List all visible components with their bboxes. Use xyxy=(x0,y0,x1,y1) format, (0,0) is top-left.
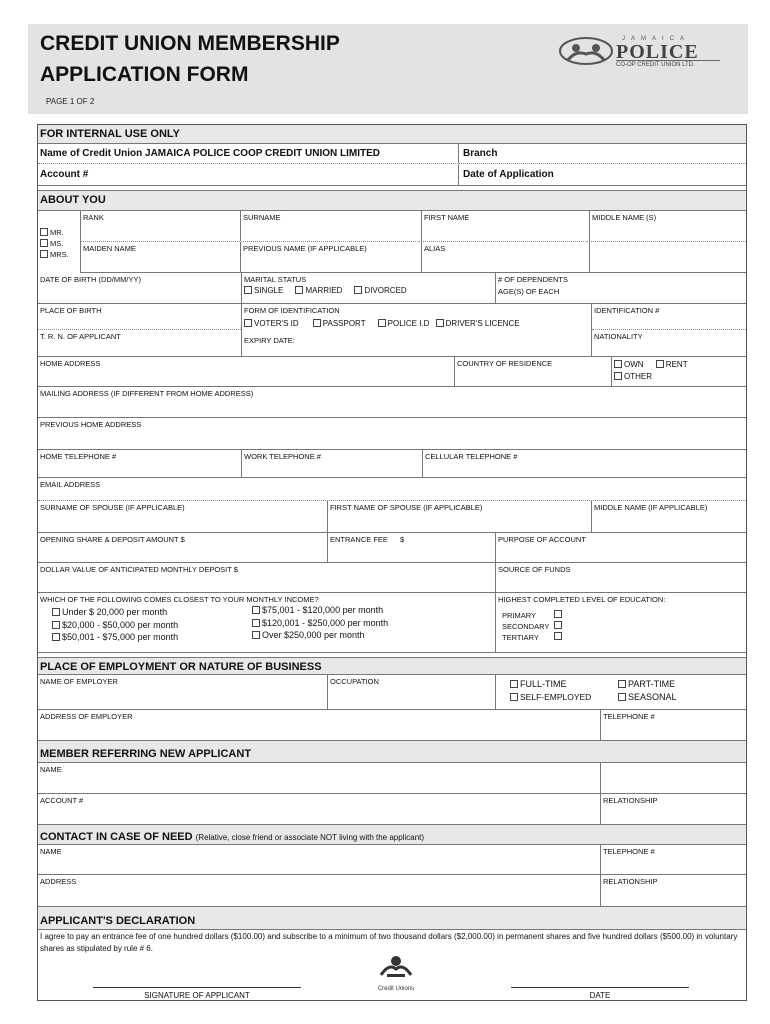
referrer-account-field[interactable]: ACCOUNT # xyxy=(40,796,84,805)
employment-type xyxy=(495,675,746,709)
section-declaration: APPLICANT'S DECLARATION xyxy=(38,907,746,929)
title-mr[interactable]: MR. xyxy=(40,227,80,238)
education-tertiary[interactable]: TERTIARY xyxy=(502,632,564,643)
signature-label: SIGNATURE OF APPLICANT xyxy=(144,991,250,1000)
contact-address-field[interactable]: ADDRESS xyxy=(40,877,77,886)
education-level: HIGHEST COMPLETED LEVEL OF EDUCATION: PRIMARY SECONDARY TERTIARY xyxy=(495,593,746,652)
employment-part-time[interactable]: PART-TIME xyxy=(618,678,675,691)
alias-field[interactable]: ALIAS xyxy=(421,242,589,272)
employment-seasonal[interactable]: SEASONAL xyxy=(618,691,677,704)
email-field[interactable]: EMAIL ADDRESS xyxy=(40,480,101,489)
occupation-field[interactable]: OCCUPATION xyxy=(327,675,495,709)
employment-full-time[interactable]: FULL-TIME xyxy=(510,678,567,691)
mailing-address-field[interactable]: MAILING ADDRESS (IF DIFFERENT FROM HOME ADDRESS) xyxy=(40,389,254,398)
spouse-first-name-field[interactable]: FIRST NAME OF SPOUSE (IF APPLICABLE) xyxy=(327,501,591,532)
marital-divorced[interactable]: DIVORCED xyxy=(354,286,406,295)
identification-number-field[interactable]: IDENTIFICATION # xyxy=(592,304,746,330)
account-field[interactable]: Account # xyxy=(40,169,89,180)
maiden-name-field[interactable]: MAIDEN NAME xyxy=(80,242,240,272)
contact-relationship-field[interactable]: RELATIONSHIP xyxy=(600,875,746,906)
id-police[interactable]: POLICE I.D xyxy=(378,319,430,328)
title-ms[interactable]: MS. xyxy=(40,238,80,249)
employer-telephone-field[interactable]: TELEPHONE # xyxy=(600,710,746,740)
purpose-of-account-field[interactable]: PURPOSE OF ACCOUNT xyxy=(495,533,746,562)
referrer-name-field[interactable]: NAME xyxy=(40,765,62,774)
education-secondary[interactable]: SECONDARY xyxy=(502,621,564,632)
application-form xyxy=(37,124,747,1001)
opening-deposit-field[interactable]: OPENING SHARE & DEPOSIT AMOUNT $ xyxy=(40,535,185,544)
residence-rent[interactable]: RENT xyxy=(656,359,688,371)
credit-unions-seal: Credit Unions xyxy=(363,955,429,991)
education-primary[interactable]: PRIMARY xyxy=(502,610,564,621)
employer-address-field[interactable]: ADDRESS OF EMPLOYER xyxy=(40,712,133,721)
id-voters[interactable]: VOTER'S ID xyxy=(244,319,299,328)
marital-married[interactable]: MARRIED xyxy=(295,286,342,295)
previous-address-field[interactable]: PREVIOUS HOME ADDRESS xyxy=(40,420,142,429)
page-number: PAGE 1 OF 2 xyxy=(46,97,95,106)
home-address-field[interactable]: HOME ADDRESS xyxy=(40,359,101,368)
marital-status: MARITAL STATUS SINGLE MARRIED DIVORCED xyxy=(241,273,495,303)
income-50k-75k[interactable]: $50,001 - $75,000 per month xyxy=(52,631,178,644)
section-internal-use: FOR INTERNAL USE ONLY xyxy=(38,125,746,144)
contact-telephone-field[interactable]: TELEPHONE # xyxy=(600,845,746,874)
referrer-relationship-field[interactable]: RELATIONSHIP xyxy=(600,794,746,824)
entrance-fee-field[interactable]: ENTRANCE FEE $ xyxy=(327,533,495,562)
dob-field[interactable]: DATE OF BIRTH (DD/MM/YY) xyxy=(40,275,141,284)
id-drivers[interactable]: DRIVER'S LICENCE xyxy=(436,319,520,328)
previous-name-field[interactable]: PREVIOUS NAME (IF APPLICABLE) xyxy=(240,242,421,272)
marital-single[interactable]: SINGLE xyxy=(244,286,283,295)
contact-name-field[interactable]: NAME xyxy=(40,847,62,856)
nationality-field[interactable]: NATIONALITY xyxy=(594,332,643,341)
section-employment: PLACE OF EMPLOYMENT OR NATURE OF BUSINESS xyxy=(38,657,746,675)
section-referrer: MEMBER REFERRING NEW APPLICANT xyxy=(38,741,746,763)
handshake-emblem-icon xyxy=(558,36,614,66)
first-name-field[interactable]: FIRST NAME xyxy=(421,211,589,241)
section-about-you: ABOUT YOU xyxy=(38,190,746,211)
declaration-text: I agree to pay an entrance fee of one hundred dollars ($100.00) and subscribe to a minimum of two thousand dollars ($2,000.00) in permanent shares and five hundred dollars ($500.00) in voluntary shares as stipulated by rule # 6. xyxy=(38,929,746,956)
home-telephone-field[interactable]: HOME TELEPHONE # xyxy=(40,452,117,461)
middle-name-field[interactable]: MIDDLE NAME (S) xyxy=(589,211,746,241)
income-over-250k[interactable]: Over $250,000 per month xyxy=(252,629,388,642)
income-120k-250k[interactable]: $120,001 - $250,000 per month xyxy=(252,617,388,630)
residence-own[interactable]: OWN xyxy=(614,359,644,371)
income-75k-120k[interactable]: $75,001 - $120,000 per month xyxy=(252,604,388,617)
source-of-funds-field[interactable]: SOURCE OF FUNDS xyxy=(495,563,746,592)
date-of-application-field[interactable]: Date of Application xyxy=(458,164,746,185)
date-label: DATE xyxy=(589,991,611,1000)
form-header xyxy=(28,24,748,114)
employer-name-field[interactable]: NAME OF EMPLOYER xyxy=(40,677,118,686)
residence-other[interactable]: OTHER xyxy=(614,371,652,383)
surname-field[interactable]: SURNAME xyxy=(240,211,421,241)
branch-field[interactable]: Branch xyxy=(458,144,746,163)
title-options xyxy=(40,227,80,260)
credit-unions-emblem-icon xyxy=(363,955,429,981)
spouse-middle-name-field[interactable]: MIDDLE NAME (IF APPLICABLE) xyxy=(591,501,746,532)
dependents-field[interactable]: # OF DEPENDENTS AGE(S) OF EACH xyxy=(495,273,746,303)
credit-union-name: Name of Credit Union JAMAICA POLICE COOP CREDIT UNION LIMITED xyxy=(40,148,381,159)
trn-field[interactable]: T. R. N. OF APPLICANT xyxy=(40,332,121,341)
employment-self-employed[interactable]: SELF-EMPLOYED xyxy=(510,691,591,704)
title-mrs[interactable]: MRS. xyxy=(40,249,80,260)
income-under-20k[interactable]: Under $ 20,000 per month xyxy=(52,606,178,619)
section-contact: CONTACT IN CASE OF NEED (Relative, close friend or associate NOT living with the applicant) xyxy=(38,825,746,845)
monthly-deposit-field[interactable]: DOLLAR VALUE OF ANTICIPATED MONTHLY DEPOSIT $ xyxy=(40,565,238,574)
police-coop-logo: JAMAICA POLICE CO-OP CREDIT UNION LTD. xyxy=(558,36,728,68)
signature-line[interactable] xyxy=(93,987,301,988)
date-line[interactable] xyxy=(511,987,689,988)
cellular-telephone-field[interactable]: CELLULAR TELEPHONE # xyxy=(422,450,746,477)
id-passport[interactable]: PASSPORT xyxy=(313,319,366,328)
work-telephone-field[interactable]: WORK TELEPHONE # xyxy=(241,450,422,477)
monthly-income: WHICH OF THE FOLLOWING COMES CLOSEST TO YOUR MONTHLY INCOME? Under $ 20,000 per month $20,000 - $50,000 per month $50,001 - $75,000 per month $75,001 - $120,000 per month $120,001 - $250,000 per month Over $250,000 per month xyxy=(40,595,389,642)
country-of-residence-field[interactable]: COUNTRY OF RESIDENCE xyxy=(454,357,611,386)
spouse-surname-field[interactable]: SURNAME OF SPOUSE (IF APPLICABLE) xyxy=(40,503,185,512)
place-of-birth-field[interactable]: PLACE OF BIRTH xyxy=(38,304,241,330)
rank-field[interactable]: RANK xyxy=(80,211,240,241)
form-of-identification: FORM OF IDENTIFICATION VOTER'S ID PASSPORT POLICE I.D DRIVER'S LICENCE EXPIRY DATE: xyxy=(241,304,591,356)
form-title: CREDIT UNION MEMBERSHIP APPLICATION FORM xyxy=(40,32,340,86)
income-20k-50k[interactable]: $20,000 - $50,000 per month xyxy=(52,619,178,632)
residence-options xyxy=(611,357,746,386)
